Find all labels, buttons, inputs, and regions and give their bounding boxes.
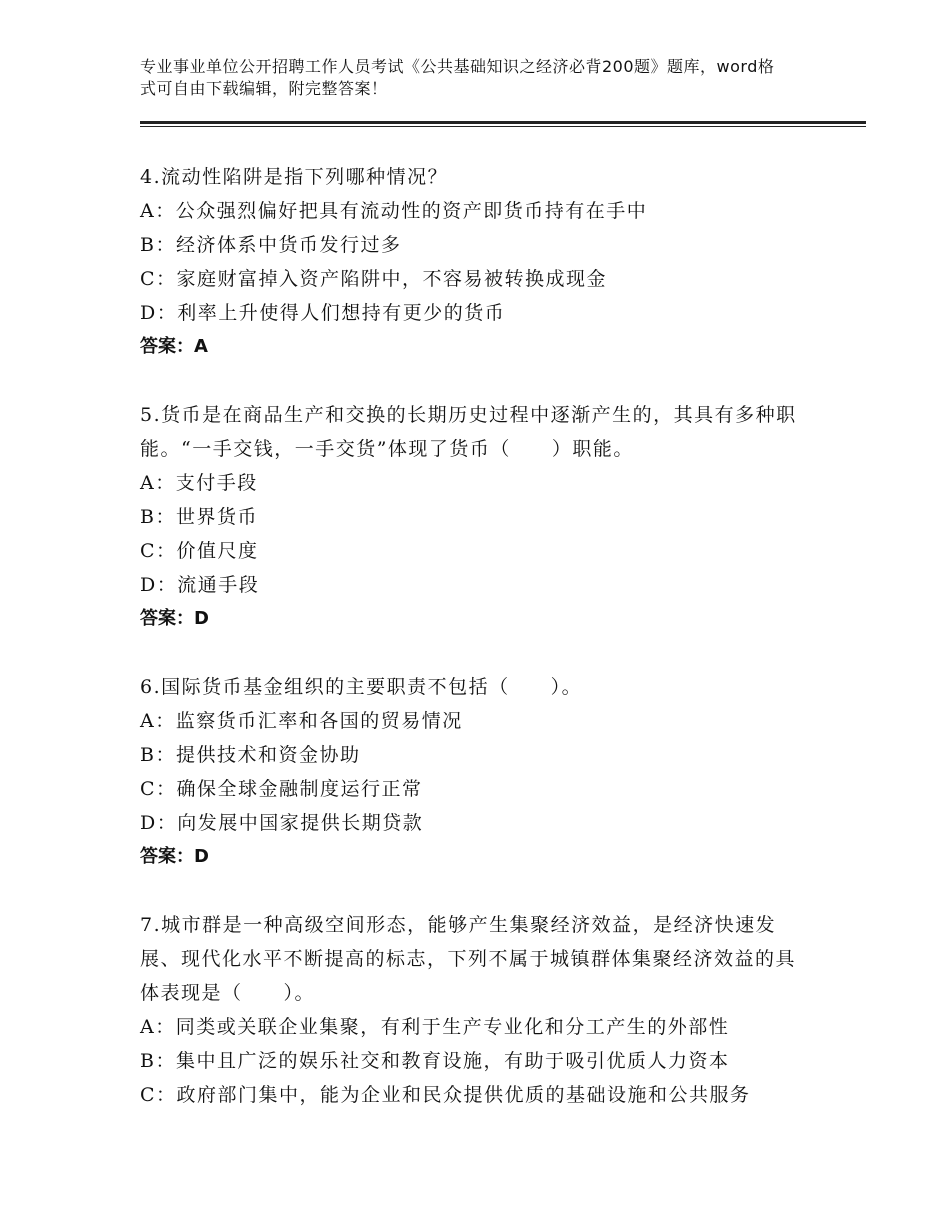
option-b: B：世界货币 xyxy=(140,506,258,528)
header-divider-thick xyxy=(140,121,866,124)
answer: 答案：D xyxy=(140,846,209,867)
option-a: A：同类或关联企业集聚，有利于生产专业化和分工产生的外部性 xyxy=(140,1016,730,1038)
option-c: C：家庭财富掉入资产陷阱中，不容易被转换成现金 xyxy=(140,268,608,290)
document-header: 专业事业单位公开招聘工作人员考试《公共基础知识之经济必背200题》题库，word格式可自由下载编辑，附完整答案！ xyxy=(140,57,775,98)
question-stem: 5.货币是在商品生产和交换的长期历史过程中逐渐产生的，其具有多种职能。“一手交钱，一手交货”体现了货币（ ）职能。 xyxy=(140,404,797,460)
option-a: A：支付手段 xyxy=(140,472,258,494)
option-c: C：政府部门集中，能为企业和民众提供优质的基础设施和公共服务 xyxy=(140,1084,751,1106)
option-d: D：流通手段 xyxy=(140,574,260,596)
option-b: B：经济体系中货币发行过多 xyxy=(140,234,402,256)
answer: 答案：D xyxy=(140,608,209,629)
option-d: D：利率上升使得人们想持有更少的货币 xyxy=(140,302,506,324)
question-stem: 4.流动性陷阱是指下列哪种情况？ xyxy=(140,166,449,188)
question-stem: 6.国际货币基金组织的主要职责不包括（ ）。 xyxy=(140,676,583,698)
option-a: A：公众强烈偏好把具有流动性的资产即货币持有在手中 xyxy=(140,200,648,222)
header-divider-thin xyxy=(140,126,866,127)
option-b: B：提供技术和资金协助 xyxy=(140,744,361,766)
question-6 xyxy=(140,670,800,874)
question-list xyxy=(140,160,800,1146)
option-a: A：监察货币汇率和各国的贸易情况 xyxy=(140,710,463,732)
question-4 xyxy=(140,160,800,364)
question-7 xyxy=(140,908,800,1112)
option-c: C：确保全球金融制度运行正常 xyxy=(140,778,423,800)
question-5 xyxy=(140,398,800,636)
answer: 答案：A xyxy=(140,336,208,357)
option-b: B：集中且广泛的娱乐社交和教育设施，有助于吸引优质人力资本 xyxy=(140,1050,730,1072)
question-stem: 7.城市群是一种高级空间形态，能够产生集聚经济效益，是经济快速发展、现代化水平不断提高的标志，下列不属于城镇群体集聚经济效益的具体表现是（ ）。 xyxy=(140,914,797,1004)
option-d: D：向发展中国家提供长期贷款 xyxy=(140,812,424,834)
option-c: C：价值尺度 xyxy=(140,540,259,562)
